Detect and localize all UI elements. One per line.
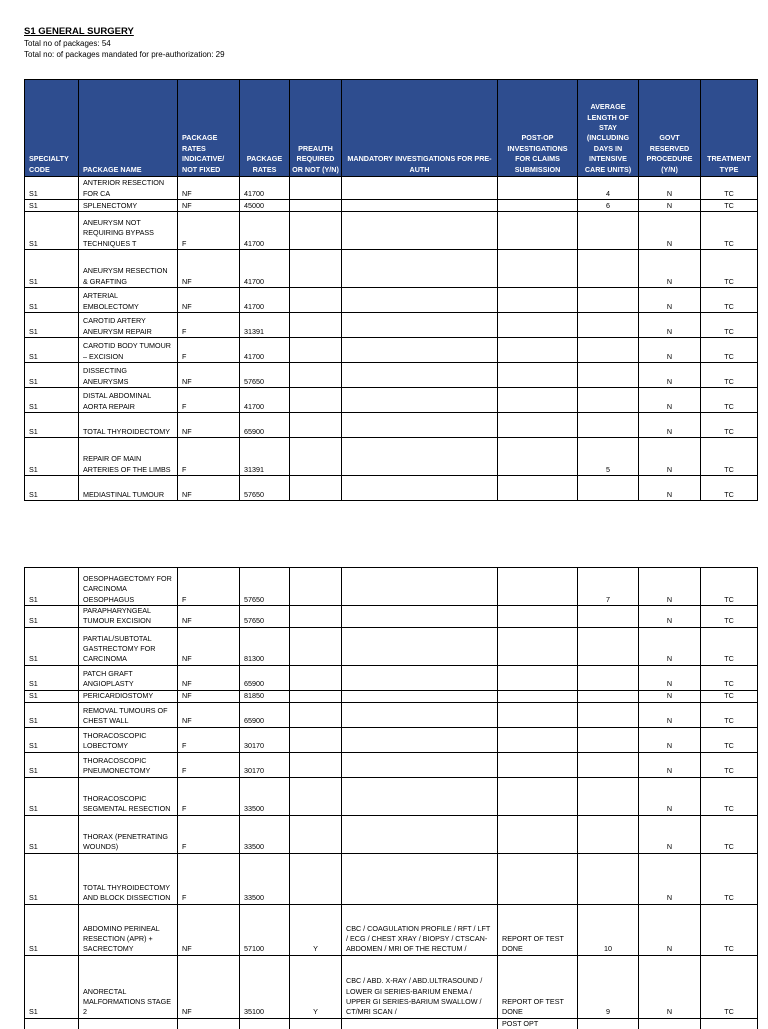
rate-type-cell: NF — [178, 904, 240, 955]
rate-type-cell: F — [178, 438, 240, 476]
package-rate-cell: 41700 — [240, 288, 290, 313]
package-name-cell: DISSECTING ANEURYSMS — [79, 363, 178, 388]
length-of-stay-cell — [578, 338, 639, 363]
preauth-cell — [290, 388, 342, 413]
length-of-stay-cell — [578, 702, 639, 727]
table-row — [25, 702, 758, 727]
specialty-code-cell: S1 — [25, 752, 79, 777]
postop-investigations-cell — [498, 363, 578, 388]
table-row — [25, 476, 758, 501]
length-of-stay-cell — [578, 627, 639, 665]
length-of-stay-cell — [578, 413, 639, 438]
postop-investigations-cell: REPORT OF TEST DONE — [498, 955, 578, 1018]
treatment-type-cell: TC — [701, 177, 758, 200]
total-packages-line: Total no of packages: 54 — [24, 39, 111, 48]
mandatory-investigations-cell — [342, 313, 498, 338]
length-of-stay-cell — [578, 665, 639, 690]
rate-type-cell: NF — [178, 627, 240, 665]
package-name-cell: TOTAL THYROIDECTOMY AND BLOCK DISSECTION — [79, 853, 178, 904]
package-rate-cell: 57650 — [240, 363, 290, 388]
rate-type-cell: F — [178, 338, 240, 363]
table-row — [25, 752, 758, 777]
rate-type-cell: NF — [178, 690, 240, 702]
package-rate-cell: 30170 — [240, 752, 290, 777]
govt-reserved-cell: N — [639, 904, 701, 955]
length-of-stay-cell: 9 — [578, 955, 639, 1018]
length-of-stay-cell — [578, 363, 639, 388]
govt-reserved-cell: N — [639, 288, 701, 313]
rate-type-cell: F — [178, 388, 240, 413]
length-of-stay-cell — [578, 777, 639, 815]
package-rate-cell: 57100 — [240, 904, 290, 955]
preauth-cell — [290, 200, 342, 212]
treatment-type-cell: TC — [701, 955, 758, 1018]
rate-type-cell: NF — [178, 665, 240, 690]
package-rate-cell: 33500 — [240, 777, 290, 815]
treatment-type-cell: TC — [701, 476, 758, 501]
preauth-cell — [290, 627, 342, 665]
table-row — [25, 388, 758, 413]
govt-reserved-cell: N — [639, 177, 701, 200]
rate-type-cell: NF — [178, 288, 240, 313]
rate-type-cell: F — [178, 777, 240, 815]
postop-investigations-cell — [498, 200, 578, 212]
col-package-name: PACKAGE NAME — [79, 80, 178, 177]
govt-reserved-cell: N — [639, 702, 701, 727]
mandatory-investigations-cell — [342, 438, 498, 476]
package-rate-cell: 33500 — [240, 853, 290, 904]
treatment-type-cell: TC — [701, 702, 758, 727]
postop-investigations-cell — [498, 438, 578, 476]
package-name-cell: ABDOMINO PERINEAL RESECTION (APR) + SACRECTOMY — [79, 904, 178, 955]
specialty-code-cell: S1 — [25, 476, 79, 501]
package-rate-cell: 41700 — [240, 388, 290, 413]
package-rate-cell: 45000 — [240, 200, 290, 212]
package-name-cell: ANEURYSM RESECTION & GRAFTING — [79, 250, 178, 288]
table-row — [25, 955, 758, 1018]
govt-reserved-cell: N — [639, 727, 701, 752]
postop-investigations-cell — [498, 413, 578, 438]
preauth-cell — [290, 438, 342, 476]
postop-investigations-cell — [498, 606, 578, 628]
table-row — [25, 690, 758, 702]
mandatory-investigations-cell: CBC / COAGULATION PROFILE / RFT / LFT / ECG / CHEST XRAY / BIOPSY / CTSCAN-ABDOMEN / MRI OF THE RECTUM / — [342, 904, 498, 955]
preauth-cell: Y — [290, 955, 342, 1018]
preauth-cell — [290, 690, 342, 702]
treatment-type-cell: TC — [701, 438, 758, 476]
table-row — [25, 727, 758, 752]
treatment-type-cell: TC — [701, 690, 758, 702]
specialty-code-cell: S1 — [25, 212, 79, 250]
package-name-cell: ANTERIOR RESECTION FOR CA — [79, 177, 178, 200]
table-row — [25, 200, 758, 212]
col-rates-indicative: PACKAGE RATES INDICATIVE/ NOT FIXED — [178, 80, 240, 177]
preauth-cell — [290, 177, 342, 200]
treatment-type-cell: TC — [701, 627, 758, 665]
preauth-cell — [290, 665, 342, 690]
rate-type-cell: F — [178, 853, 240, 904]
table-row — [25, 438, 758, 476]
package-name-cell: THORACOSCOPIC LOBECTOMY — [79, 727, 178, 752]
package-name-cell: MEDIASTINAL TUMOUR — [79, 476, 178, 501]
treatment-type-cell: TC — [701, 250, 758, 288]
mandatory-investigations-cell — [342, 777, 498, 815]
specialty-code-cell: S1 — [25, 815, 79, 853]
preauth-cell: Y — [290, 904, 342, 955]
preauth-cell — [290, 363, 342, 388]
postop-investigations-cell — [498, 627, 578, 665]
postop-investigations-cell — [498, 665, 578, 690]
rate-type-cell: F — [178, 815, 240, 853]
table-row — [25, 665, 758, 690]
rate-type-cell: NF — [178, 413, 240, 438]
govt-reserved-cell: N — [639, 438, 701, 476]
mandatory-investigations-cell — [342, 177, 498, 200]
mandatory-investigations-cell — [342, 727, 498, 752]
govt-reserved-cell: N — [639, 212, 701, 250]
rate-type-cell: F — [178, 727, 240, 752]
govt-reserved-cell: N — [639, 338, 701, 363]
govt-reserved-cell: N — [639, 752, 701, 777]
length-of-stay-cell: 4 — [578, 177, 639, 200]
mandatory-investigations-cell — [342, 853, 498, 904]
mandatory-investigations-cell — [342, 568, 498, 606]
mandatory-investigations-cell — [342, 250, 498, 288]
mandatory-investigations-cell — [342, 606, 498, 628]
packages-table-1 — [24, 79, 758, 501]
col-mandatory-investigations: MANDATORY INVESTIGATIONS FOR PRE-AUTH — [342, 80, 498, 177]
postop-investigations-cell: REPORT OF TEST DONE — [498, 904, 578, 955]
rate-type-cell: NF — [178, 606, 240, 628]
package-rate-cell: 30170 — [240, 727, 290, 752]
table-row — [25, 568, 758, 606]
govt-reserved-cell: N — [639, 200, 701, 212]
preauth-packages-line: Total no: of packages mandated for pre-authorization: 29 — [24, 50, 225, 59]
package-rate-cell: 57650 — [240, 606, 290, 628]
postop-investigations-cell — [498, 212, 578, 250]
mandatory-investigations-cell — [342, 288, 498, 313]
packages-table-2 — [24, 567, 758, 1029]
mandatory-investigations-cell — [342, 702, 498, 727]
preauth-cell — [290, 288, 342, 313]
preauth-cell — [290, 250, 342, 288]
preauth-cell — [290, 702, 342, 727]
package-rate-cell: 65900 — [240, 413, 290, 438]
rate-type-cell: NF — [178, 363, 240, 388]
length-of-stay-cell — [578, 690, 639, 702]
package-rate-cell: 81300 — [240, 627, 290, 665]
preauth-cell — [290, 212, 342, 250]
postop-investigations-cell — [498, 568, 578, 606]
specialty-code-cell: S1 — [25, 955, 79, 1018]
treatment-type-cell: TC — [701, 568, 758, 606]
rate-type-cell: NF — [178, 955, 240, 1018]
mandatory-investigations-cell — [342, 338, 498, 363]
preauth-cell — [290, 568, 342, 606]
mandatory-investigations-cell — [342, 627, 498, 665]
preauth-cell — [290, 727, 342, 752]
rate-type-cell: NF — [178, 476, 240, 501]
package-name-cell: CAROTID BODY TUMOUR – EXCISION — [79, 338, 178, 363]
treatment-type-cell: TC — [701, 413, 758, 438]
mandatory-investigations-cell — [342, 212, 498, 250]
length-of-stay-cell: 5 — [578, 438, 639, 476]
length-of-stay-cell — [578, 853, 639, 904]
package-name-cell: CAROTID ARTERY ANEURYSM REPAIR — [79, 313, 178, 338]
package-name-cell: DISTAL ABDOMINAL AORTA REPAIR — [79, 388, 178, 413]
package-name-cell: SPLENECTOMY — [79, 200, 178, 212]
specialty-code-cell: S1 — [25, 853, 79, 904]
specialty-code-cell: S1 — [25, 338, 79, 363]
treatment-type-cell: TC — [701, 288, 758, 313]
package-name-cell: THORAX (PENETRATING WOUNDS) — [79, 815, 178, 853]
length-of-stay-cell: 6 — [578, 200, 639, 212]
specialty-code-cell: S1 — [25, 388, 79, 413]
length-of-stay-cell — [578, 815, 639, 853]
package-rate-cell: 35100 — [240, 955, 290, 1018]
govt-reserved-cell: N — [639, 606, 701, 628]
rate-type-cell: F — [178, 752, 240, 777]
treatment-type-cell: TC — [701, 727, 758, 752]
rate-type-cell: NF — [178, 177, 240, 200]
treatment-type-cell: TC — [701, 665, 758, 690]
length-of-stay-cell: 10 — [578, 904, 639, 955]
length-of-stay-cell — [578, 313, 639, 338]
postop-investigations-cell — [498, 288, 578, 313]
document-title: S1 GENERAL SURGERY — [24, 26, 134, 37]
postop-investigations-cell — [498, 752, 578, 777]
specialty-code-cell: S1 — [25, 288, 79, 313]
mandatory-investigations-cell — [342, 363, 498, 388]
govt-reserved-cell: N — [639, 363, 701, 388]
govt-reserved-cell: N — [639, 690, 701, 702]
length-of-stay-cell: 7 — [578, 568, 639, 606]
package-name-cell: OESOPHAGECTOMY FOR CARCINOMA OESOPHAGUS — [79, 568, 178, 606]
package-name-cell: PARTIAL/SUBTOTAL GASTRECTOMY FOR CARCINOMA — [79, 627, 178, 665]
table-row — [25, 627, 758, 665]
rate-type-cell: NF — [178, 702, 240, 727]
preauth-cell — [290, 413, 342, 438]
table-row — [25, 904, 758, 955]
package-rate-cell: 57650 — [240, 476, 290, 501]
mandatory-investigations-cell: CBC / ABD. X-RAY / ABD.ULTRASOUND / LOWER GI SERIES-BARIUM ENEMA / UPPER GI SERIES-BARIUM SWALLOW / CT/MRI SCAN / — [342, 955, 498, 1018]
specialty-code-cell: S1 — [25, 313, 79, 338]
treatment-type-cell: TC — [701, 606, 758, 628]
package-rate-cell: 31391 — [240, 438, 290, 476]
table-row — [25, 177, 758, 200]
mandatory-investigations-cell — [342, 815, 498, 853]
rate-type-cell: F — [178, 568, 240, 606]
package-rate-cell: 65900 — [240, 665, 290, 690]
postop-investigations-cell — [498, 476, 578, 501]
govt-reserved-cell: N — [639, 413, 701, 438]
preauth-cell — [290, 606, 342, 628]
specialty-code-cell: S1 — [25, 702, 79, 727]
col-treatment-type: TREATMENT TYPE — [701, 80, 758, 177]
mandatory-investigations-cell — [342, 690, 498, 702]
specialty-code-cell: S1 — [25, 200, 79, 212]
govt-reserved-cell: N — [639, 955, 701, 1018]
package-name-cell: ANEURYSM NOT REQUIRING BYPASS TECHNIQUES T — [79, 212, 178, 250]
rate-type-cell: F — [178, 212, 240, 250]
govt-reserved-cell: N — [639, 853, 701, 904]
package-name-cell: PATCH GRAFT ANGIOPLASTY — [79, 665, 178, 690]
rate-type-cell: F — [178, 313, 240, 338]
table-row — [25, 212, 758, 250]
package-rate-cell: 41700 — [240, 212, 290, 250]
package-name-cell: ANORECTAL MALFORMATIONS STAGE 2 — [79, 955, 178, 1018]
specialty-code-cell: S1 — [25, 904, 79, 955]
postop-investigations-cell — [498, 388, 578, 413]
preauth-cell — [290, 815, 342, 853]
govt-reserved-cell: N — [639, 665, 701, 690]
postop-investigations-cell — [498, 815, 578, 853]
govt-reserved-cell: N — [639, 313, 701, 338]
package-rate-cell: 31391 — [240, 313, 290, 338]
package-rate-cell: 33500 — [240, 815, 290, 853]
length-of-stay-cell — [578, 606, 639, 628]
length-of-stay-cell — [578, 388, 639, 413]
govt-reserved-cell: N — [639, 777, 701, 815]
preauth-cell — [290, 752, 342, 777]
treatment-type-cell: TC — [701, 363, 758, 388]
preauth-cell — [290, 777, 342, 815]
postop-investigations-cell — [498, 777, 578, 815]
package-name-cell: REMOVAL TUMOURS OF CHEST WALL — [79, 702, 178, 727]
col-package-rates: PACKAGE RATES — [240, 80, 290, 177]
specialty-code-cell: S1 — [25, 438, 79, 476]
specialty-code-cell: S1 — [25, 627, 79, 665]
treatment-type-cell: TC — [701, 388, 758, 413]
table-row — [25, 338, 758, 363]
package-name-cell: PARAPHARYNGEAL TUMOUR EXCISION — [79, 606, 178, 628]
postop-investigations-cell — [498, 727, 578, 752]
length-of-stay-cell — [578, 476, 639, 501]
document-heading — [24, 26, 225, 60]
package-rate-cell: 41700 — [240, 177, 290, 200]
rate-type-cell: NF — [178, 250, 240, 288]
govt-reserved-cell: N — [639, 815, 701, 853]
table-row — [25, 853, 758, 904]
table-row — [25, 606, 758, 628]
table-row — [25, 250, 758, 288]
preauth-cell — [290, 313, 342, 338]
table-row — [25, 413, 758, 438]
length-of-stay-cell — [578, 212, 639, 250]
treatment-type-cell: TC — [701, 904, 758, 955]
postop-investigations-cell — [498, 177, 578, 200]
specialty-code-cell: S1 — [25, 606, 79, 628]
length-of-stay-cell — [578, 288, 639, 313]
mandatory-investigations-cell — [342, 388, 498, 413]
govt-reserved-cell: N — [639, 250, 701, 288]
col-postop-investigations: POST-OP INVESTIGATIONS FOR CLAIMS SUBMISSION — [498, 80, 578, 177]
package-name-cell: THORACOSCOPIC SEGMENTAL RESECTION — [79, 777, 178, 815]
specialty-code-cell: S1 — [25, 690, 79, 702]
postop-investigations-cell — [498, 853, 578, 904]
preauth-cell — [290, 476, 342, 501]
preauth-cell — [290, 853, 342, 904]
treatment-type-cell: TC — [701, 752, 758, 777]
col-govt-reserved: GOVT RESERVED PROCEDURE (Y/N) — [639, 80, 701, 177]
table-row — [25, 363, 758, 388]
postop-investigations-cell — [498, 250, 578, 288]
table-row — [25, 313, 758, 338]
preauth-cell — [290, 338, 342, 363]
col-specialty-code: SPECIALTY CODE — [25, 80, 79, 177]
package-name-cell: PERICARDIOSTOMY — [79, 690, 178, 702]
package-name-cell: ARTERIAL EMBOLECTOMY — [79, 288, 178, 313]
postop-investigations-cell: POST OPT — [498, 1018, 578, 1029]
table-row — [25, 288, 758, 313]
treatment-type-cell: TC — [701, 200, 758, 212]
package-name-cell: REPAIR OF MAIN ARTERIES OF THE LIMBS — [79, 438, 178, 476]
specialty-code-cell: S1 — [25, 363, 79, 388]
rate-type-cell: NF — [178, 200, 240, 212]
specialty-code-cell: S1 — [25, 727, 79, 752]
treatment-type-cell: TC — [701, 313, 758, 338]
treatment-type-cell: TC — [701, 338, 758, 363]
table-row — [25, 815, 758, 853]
govt-reserved-cell: N — [639, 388, 701, 413]
postop-investigations-cell — [498, 690, 578, 702]
treatment-type-cell: TC — [701, 815, 758, 853]
postop-investigations-cell — [498, 338, 578, 363]
package-rate-cell: 57650 — [240, 568, 290, 606]
specialty-code-cell: S1 — [25, 665, 79, 690]
specialty-code-cell: S1 — [25, 250, 79, 288]
table-row — [25, 777, 758, 815]
treatment-type-cell: TC — [701, 212, 758, 250]
package-name-cell: TOTAL THYROIDECTOMY — [79, 413, 178, 438]
mandatory-investigations-cell — [342, 413, 498, 438]
mandatory-investigations-cell — [342, 476, 498, 501]
specialty-code-cell: S1 — [25, 413, 79, 438]
package-rate-cell: 81850 — [240, 690, 290, 702]
length-of-stay-cell — [578, 250, 639, 288]
treatment-type-cell: TC — [701, 777, 758, 815]
package-rate-cell: 41700 — [240, 338, 290, 363]
specialty-code-cell: S1 — [25, 568, 79, 606]
length-of-stay-cell — [578, 727, 639, 752]
specialty-code-cell: S1 — [25, 777, 79, 815]
mandatory-investigations-cell — [342, 665, 498, 690]
treatment-type-cell: TC — [701, 853, 758, 904]
length-of-stay-cell — [578, 752, 639, 777]
col-average-length-of-stay: AVERAGE LENGTH OF STAY (INCLUDING DAYS IN INTENSIVE CARE UNITS) — [578, 80, 639, 177]
col-preauth-required: PREAUTH REQUIRED OR NOT (Y/N) — [290, 80, 342, 177]
package-rate-cell: 41700 — [240, 250, 290, 288]
mandatory-investigations-cell — [342, 752, 498, 777]
govt-reserved-cell: N — [639, 476, 701, 501]
package-name-cell: THORACOSCOPIC PNEUMONECTOMY — [79, 752, 178, 777]
govt-reserved-cell: N — [639, 568, 701, 606]
postop-investigations-cell — [498, 313, 578, 338]
table-header-row — [25, 80, 758, 177]
specialty-code-cell: S1 — [25, 177, 79, 200]
govt-reserved-cell: N — [639, 627, 701, 665]
package-rate-cell: 65900 — [240, 702, 290, 727]
postop-investigations-cell — [498, 702, 578, 727]
mandatory-investigations-cell — [342, 200, 498, 212]
